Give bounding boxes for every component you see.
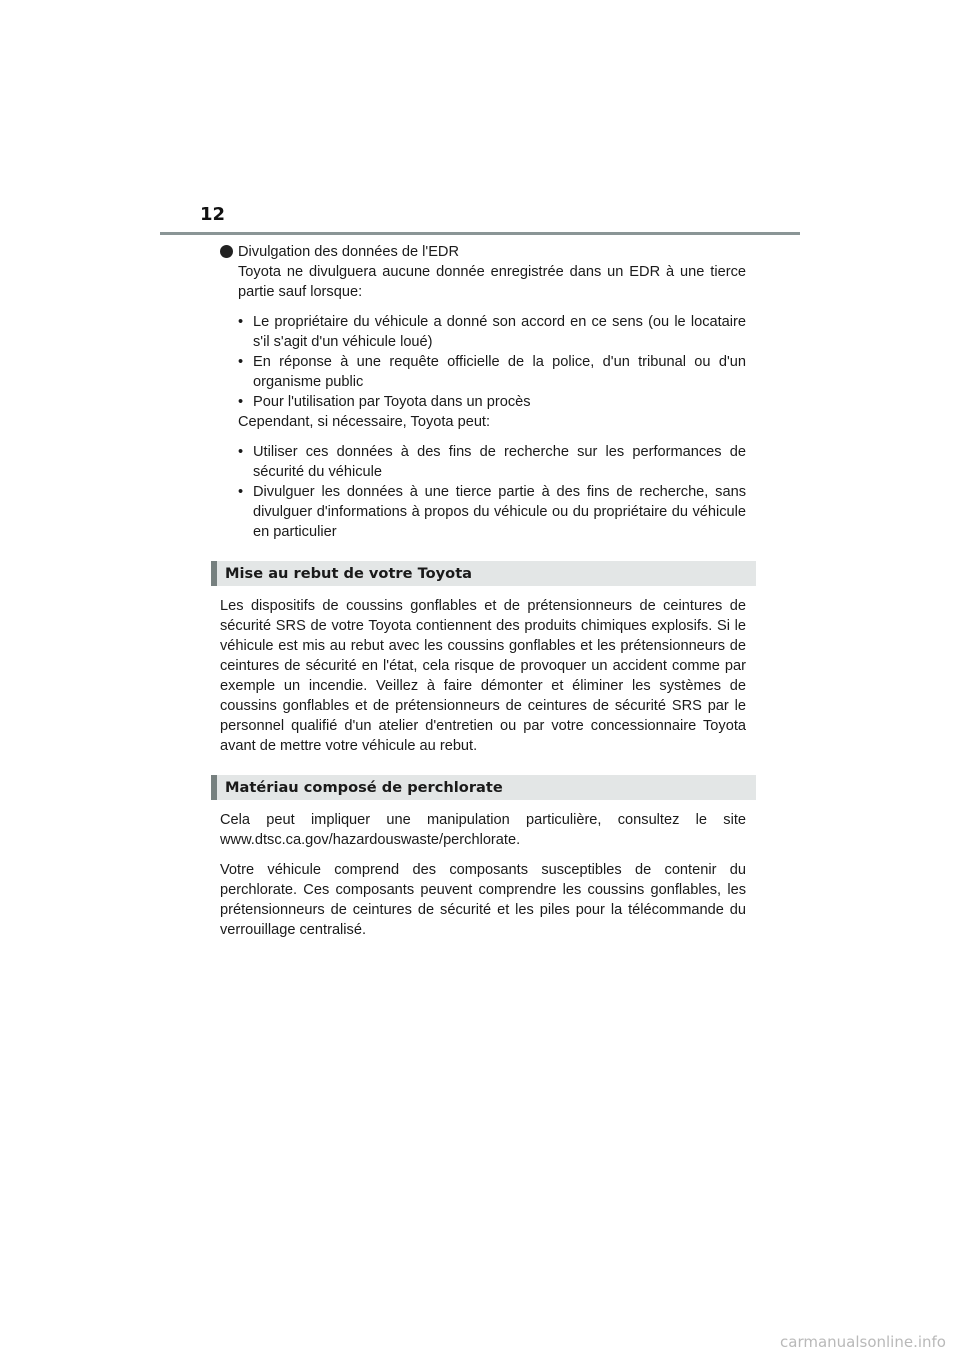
disposal-paragraph: Les dispositifs de coussins gonflables et de prétensionneurs de ceintures de sécurité SRS de votre Toyota contiennent des produits chimiques explosifs. Si le véhicule est mis au rebut avec les coussins gonflables et les prétensionneurs de ceintures de sécurité en l'état, cela risque de provoquer un accident comme par exemple un incendie. Veillez à faire démonter et éliminer les systèmes de coussins gonflables et de prétensionneurs de ceintures de sécurité SRS par le personnel qualifié d'un atelier d'entretien ou par votre concessionnaire Toyota avant de mettre votre véhicule au rebut. bbox=[220, 598, 746, 754]
perchlorate-paragraph-2: Votre véhicule comprend des composants susceptibles de contenir du perchlorate. Ces composants peuvent comprendre les coussins gonflables, les prétensionneurs de ceintures de sécurité et les piles pour la télécommande du verrouillage centralisé. bbox=[220, 862, 746, 938]
section-heading-perchlorate bbox=[211, 775, 756, 800]
list-item: • Utiliser ces données à des fins de recherche sur les performances de sécurité du véhicule bbox=[238, 444, 746, 480]
watermark: carmanualsonline.info bbox=[780, 1333, 946, 1351]
edr-however: Cependant, si nécessaire, Toyota peut: bbox=[238, 414, 491, 430]
edr-intro: Toyota ne divulguera aucune donnée enregistrée dans un EDR à une tierce partie sauf lorsque: bbox=[238, 264, 746, 300]
edr-uses-list bbox=[220, 442, 746, 542]
edr-disclosure-block bbox=[220, 242, 746, 542]
page-content bbox=[220, 242, 746, 940]
page-number: 12 bbox=[200, 204, 226, 225]
list-marker: • bbox=[238, 354, 244, 370]
edr-conditions-list bbox=[220, 312, 746, 412]
list-item: • Le propriétaire du véhicule a donné son accord en ce sens (ou le locataire s'il s'agit d'un véhicule loué) bbox=[238, 314, 746, 350]
section-heading-text: Matériau composé de perchlorate bbox=[225, 779, 503, 796]
list-marker: • bbox=[238, 444, 244, 460]
bullet-dot-icon bbox=[220, 245, 233, 258]
section-heading-text: Mise au rebut de votre Toyota bbox=[225, 565, 473, 582]
list-marker: • bbox=[238, 314, 244, 330]
list-marker: • bbox=[238, 484, 244, 500]
list-item: • Pour l'utilisation par Toyota dans un procès bbox=[238, 394, 531, 410]
list-marker: • bbox=[238, 394, 244, 410]
section-heading-disposal bbox=[211, 561, 756, 586]
edr-title: Divulgation des données de l'EDR bbox=[238, 244, 460, 260]
list-item: • Divulguer les données à une tierce partie à des fins de recherche, sans divulguer d'informations à propos du véhicule ou du propriétaire du véhicule en particulier bbox=[238, 484, 746, 540]
header-rule bbox=[160, 232, 800, 235]
list-item: • En réponse à une requête officielle de la police, d'un tribunal ou d'un organisme public bbox=[238, 354, 746, 390]
perchlorate-paragraph-1: Cela peut impliquer une manipulation particulière, consultez le site www.dtsc.ca.gov/hazardouswaste/perchlorate. bbox=[220, 812, 746, 848]
